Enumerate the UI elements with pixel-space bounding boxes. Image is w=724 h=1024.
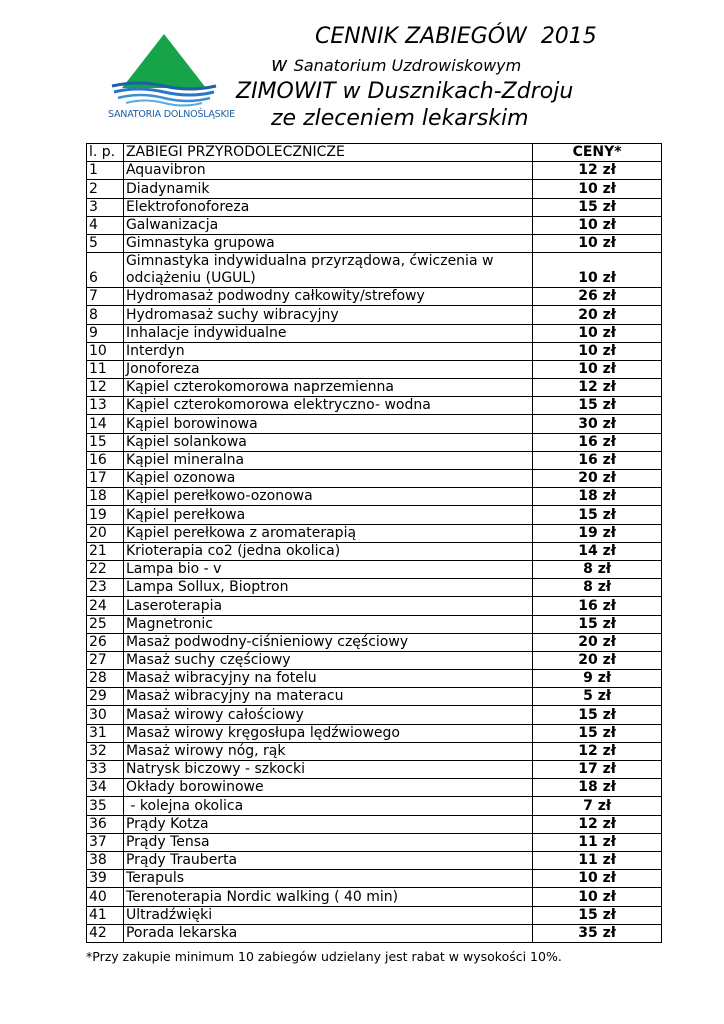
table-row — [87, 633, 662, 651]
row-lp: 9 — [87, 324, 124, 342]
table-row — [87, 470, 662, 488]
row-price: 10 zł — [533, 342, 662, 360]
row-lp: 25 — [87, 615, 124, 633]
row-price: 16 zł — [533, 597, 662, 615]
row-price: 26 zł — [533, 288, 662, 306]
row-treatment: Masaż suchy częściowy — [123, 651, 532, 669]
table-row — [87, 234, 662, 252]
row-treatment: Diadynamik — [123, 180, 532, 198]
row-treatment: Terenoterapia Nordic walking ( 40 min) — [123, 888, 532, 906]
table-row — [87, 162, 662, 180]
row-price: 16 zł — [533, 451, 662, 469]
row-treatment: Kąpiel czterokomorowa elektryczno- wodna — [123, 397, 532, 415]
row-treatment: Kąpiel ozonowa — [123, 470, 532, 488]
row-lp: 38 — [87, 851, 124, 869]
title-sanatorium: Sanatorium Uzdrowiskowym — [293, 56, 522, 75]
row-price: 20 zł — [533, 470, 662, 488]
row-treatment: Masaż wirowy kręgosłupa lędźwiowego — [123, 724, 532, 742]
row-price: 10 zł — [533, 360, 662, 378]
row-lp: 1 — [87, 162, 124, 180]
table-row — [87, 724, 662, 742]
row-treatment: Lampa Sollux, Bioptron — [123, 579, 532, 597]
row-treatment: Lampa bio - v — [123, 560, 532, 578]
row-treatment: Inhalacje indywidualne — [123, 324, 532, 342]
row-treatment: Hydromasaż podwodny całkowity/strefowy — [123, 288, 532, 306]
table-row — [87, 833, 662, 851]
row-treatment: Kąpiel perełkowa — [123, 506, 532, 524]
logo — [108, 32, 235, 126]
row-treatment: Kąpiel perełkowo-ozonowa — [123, 488, 532, 506]
row-price: 17 zł — [533, 761, 662, 779]
row-treatment: Prądy Trauberta — [123, 851, 532, 869]
table-row — [87, 342, 662, 360]
row-treatment: Aquavibron — [123, 162, 532, 180]
table-row — [87, 180, 662, 198]
row-lp: 40 — [87, 888, 124, 906]
row-price: 10 zł — [533, 234, 662, 252]
row-lp: 24 — [87, 597, 124, 615]
table-row — [87, 761, 662, 779]
row-treatment: Gimnastyka grupowa — [123, 234, 532, 252]
logo-mountain-icon — [108, 32, 220, 110]
row-price: 10 zł — [533, 216, 662, 234]
row-treatment: Porada lekarska — [123, 924, 532, 942]
row-price: 15 zł — [533, 615, 662, 633]
table-row — [87, 779, 662, 797]
row-price: 14 zł — [533, 542, 662, 560]
table-row — [87, 560, 662, 578]
row-treatment: Magnetronic — [123, 615, 532, 633]
row-lp: 3 — [87, 198, 124, 216]
table-row — [87, 451, 662, 469]
row-price: 35 zł — [533, 924, 662, 942]
table-row — [87, 324, 662, 342]
header-treatments: ZABIEGI PRZYRODOLECZNICZE — [123, 144, 532, 162]
row-lp: 42 — [87, 924, 124, 942]
row-lp: 36 — [87, 815, 124, 833]
row-treatment: Gimnastyka indywidualna przyrządowa, ćwiczenia w odciążeniu (UGUL) — [123, 253, 532, 288]
header-lp: l. p. — [87, 144, 124, 162]
row-price: 15 zł — [533, 397, 662, 415]
row-lp: 39 — [87, 870, 124, 888]
row-lp: 23 — [87, 579, 124, 597]
table-row — [87, 615, 662, 633]
row-lp: 15 — [87, 433, 124, 451]
row-price: 18 zł — [533, 779, 662, 797]
title-line-2 — [271, 52, 521, 76]
row-lp: 13 — [87, 397, 124, 415]
row-lp: 29 — [87, 688, 124, 706]
footnote: *Przy zakupie minimum 10 zabiegów udzielany jest rabat w wysokości 10%. — [86, 949, 562, 964]
row-treatment: Krioterapia co2 (jedna okolica) — [123, 542, 532, 560]
row-treatment: Kąpiel perełkowa z aromaterapią — [123, 524, 532, 542]
row-lp: 27 — [87, 651, 124, 669]
row-treatment: Galwanizacja — [123, 216, 532, 234]
row-lp: 33 — [87, 761, 124, 779]
table-row — [87, 742, 662, 760]
row-lp: 10 — [87, 342, 124, 360]
row-price: 12 zł — [533, 815, 662, 833]
row-treatment: Natrysk biczowy - szkocki — [123, 761, 532, 779]
row-treatment: - kolejna okolica — [123, 797, 532, 815]
row-treatment: Okłady borowinowe — [123, 779, 532, 797]
row-lp: 12 — [87, 379, 124, 397]
table-row — [87, 597, 662, 615]
row-price: 15 zł — [533, 506, 662, 524]
row-price: 10 zł — [533, 870, 662, 888]
table-row — [87, 797, 662, 815]
row-lp: 31 — [87, 724, 124, 742]
row-treatment: Prądy Tensa — [123, 833, 532, 851]
table-row — [87, 253, 662, 288]
row-price: 20 zł — [533, 306, 662, 324]
row-price: 15 zł — [533, 906, 662, 924]
row-lp: 19 — [87, 506, 124, 524]
title-line-1 — [315, 24, 597, 49]
table-row — [87, 288, 662, 306]
row-price: 18 zł — [533, 488, 662, 506]
table-row — [87, 579, 662, 597]
table-row — [87, 888, 662, 906]
row-price: 20 zł — [533, 651, 662, 669]
row-treatment: Masaż wirowy nóg, rąk — [123, 742, 532, 760]
table-row — [87, 706, 662, 724]
title-w: w — [271, 52, 288, 76]
row-price: 10 zł — [533, 324, 662, 342]
row-price: 19 zł — [533, 524, 662, 542]
row-lp: 35 — [87, 797, 124, 815]
table-row — [87, 488, 662, 506]
row-lp: 30 — [87, 706, 124, 724]
row-treatment: Ultradźwięki — [123, 906, 532, 924]
row-lp: 14 — [87, 415, 124, 433]
table-row — [87, 815, 662, 833]
table-row — [87, 670, 662, 688]
table-row — [87, 198, 662, 216]
table-row — [87, 433, 662, 451]
row-treatment: Kąpiel mineralna — [123, 451, 532, 469]
row-lp: 28 — [87, 670, 124, 688]
row-price: 10 zł — [533, 180, 662, 198]
row-lp: 22 — [87, 560, 124, 578]
title-line-4: ze zleceniem lekarskim — [271, 106, 529, 131]
row-treatment: Kąpiel czterokomorowa naprzemienna — [123, 379, 532, 397]
table-row — [87, 216, 662, 234]
row-price: 10 zł — [533, 888, 662, 906]
row-lp: 2 — [87, 180, 124, 198]
title-cennik: CENNIK ZABIEGÓW — [315, 24, 527, 49]
row-treatment: Hydromasaż suchy wibracyjny — [123, 306, 532, 324]
table-row — [87, 397, 662, 415]
table-row — [87, 651, 662, 669]
row-treatment: Masaż podwodny-ciśnieniowy częściowy — [123, 633, 532, 651]
table-row — [87, 851, 662, 869]
row-treatment: Interdyn — [123, 342, 532, 360]
logo-label: SANATORIA DOLNOŚLĄSKIE — [108, 109, 235, 120]
table-row — [87, 924, 662, 942]
row-price: 15 zł — [533, 724, 662, 742]
row-lp: 11 — [87, 360, 124, 378]
row-lp: 32 — [87, 742, 124, 760]
row-lp: 8 — [87, 306, 124, 324]
row-treatment: Kąpiel solankowa — [123, 433, 532, 451]
row-lp: 41 — [87, 906, 124, 924]
table-row — [87, 688, 662, 706]
table-row — [87, 415, 662, 433]
header-prices: CENY* — [533, 144, 662, 162]
row-treatment: Elektrofonoforeza — [123, 198, 532, 216]
row-lp: 34 — [87, 779, 124, 797]
price-table — [86, 143, 662, 943]
row-treatment: Masaż wibracyjny na materacu — [123, 688, 532, 706]
row-price: 12 zł — [533, 742, 662, 760]
row-price: 8 zł — [533, 560, 662, 578]
table-row — [87, 542, 662, 560]
table-row — [87, 379, 662, 397]
row-price: 12 zł — [533, 379, 662, 397]
table-row — [87, 506, 662, 524]
row-lp: 20 — [87, 524, 124, 542]
title-year: 2015 — [540, 24, 597, 49]
row-price: 5 zł — [533, 688, 662, 706]
row-lp: 18 — [87, 488, 124, 506]
row-lp: 4 — [87, 216, 124, 234]
row-lp: 26 — [87, 633, 124, 651]
row-price: 16 zł — [533, 433, 662, 451]
row-lp: 7 — [87, 288, 124, 306]
row-lp: 37 — [87, 833, 124, 851]
table-header-row — [87, 144, 662, 162]
row-treatment: Kąpiel borowinowa — [123, 415, 532, 433]
table-row — [87, 524, 662, 542]
table-row — [87, 906, 662, 924]
row-lp: 16 — [87, 451, 124, 469]
row-price: 11 zł — [533, 833, 662, 851]
row-lp: 6 — [87, 253, 124, 288]
row-price: 20 zł — [533, 633, 662, 651]
row-price: 11 zł — [533, 851, 662, 869]
row-treatment: Jonoforeza — [123, 360, 532, 378]
row-lp: 21 — [87, 542, 124, 560]
title-line-3: ZIMOWIT w Dusznikach-Zdroju — [236, 79, 574, 104]
row-price: 8 zł — [533, 579, 662, 597]
table-row — [87, 870, 662, 888]
row-price: 10 zł — [533, 253, 662, 288]
row-price: 12 zł — [533, 162, 662, 180]
row-price: 7 zł — [533, 797, 662, 815]
row-treatment: Prądy Kotza — [123, 815, 532, 833]
row-price: 15 zł — [533, 198, 662, 216]
row-treatment: Masaż wibracyjny na fotelu — [123, 670, 532, 688]
row-treatment: Laseroterapia — [123, 597, 532, 615]
row-price: 15 zł — [533, 706, 662, 724]
row-price: 30 zł — [533, 415, 662, 433]
table-row — [87, 306, 662, 324]
table-row — [87, 360, 662, 378]
row-lp: 17 — [87, 470, 124, 488]
row-treatment: Terapuls — [123, 870, 532, 888]
row-treatment: Masaż wirowy całościowy — [123, 706, 532, 724]
row-lp: 5 — [87, 234, 124, 252]
row-price: 9 zł — [533, 670, 662, 688]
